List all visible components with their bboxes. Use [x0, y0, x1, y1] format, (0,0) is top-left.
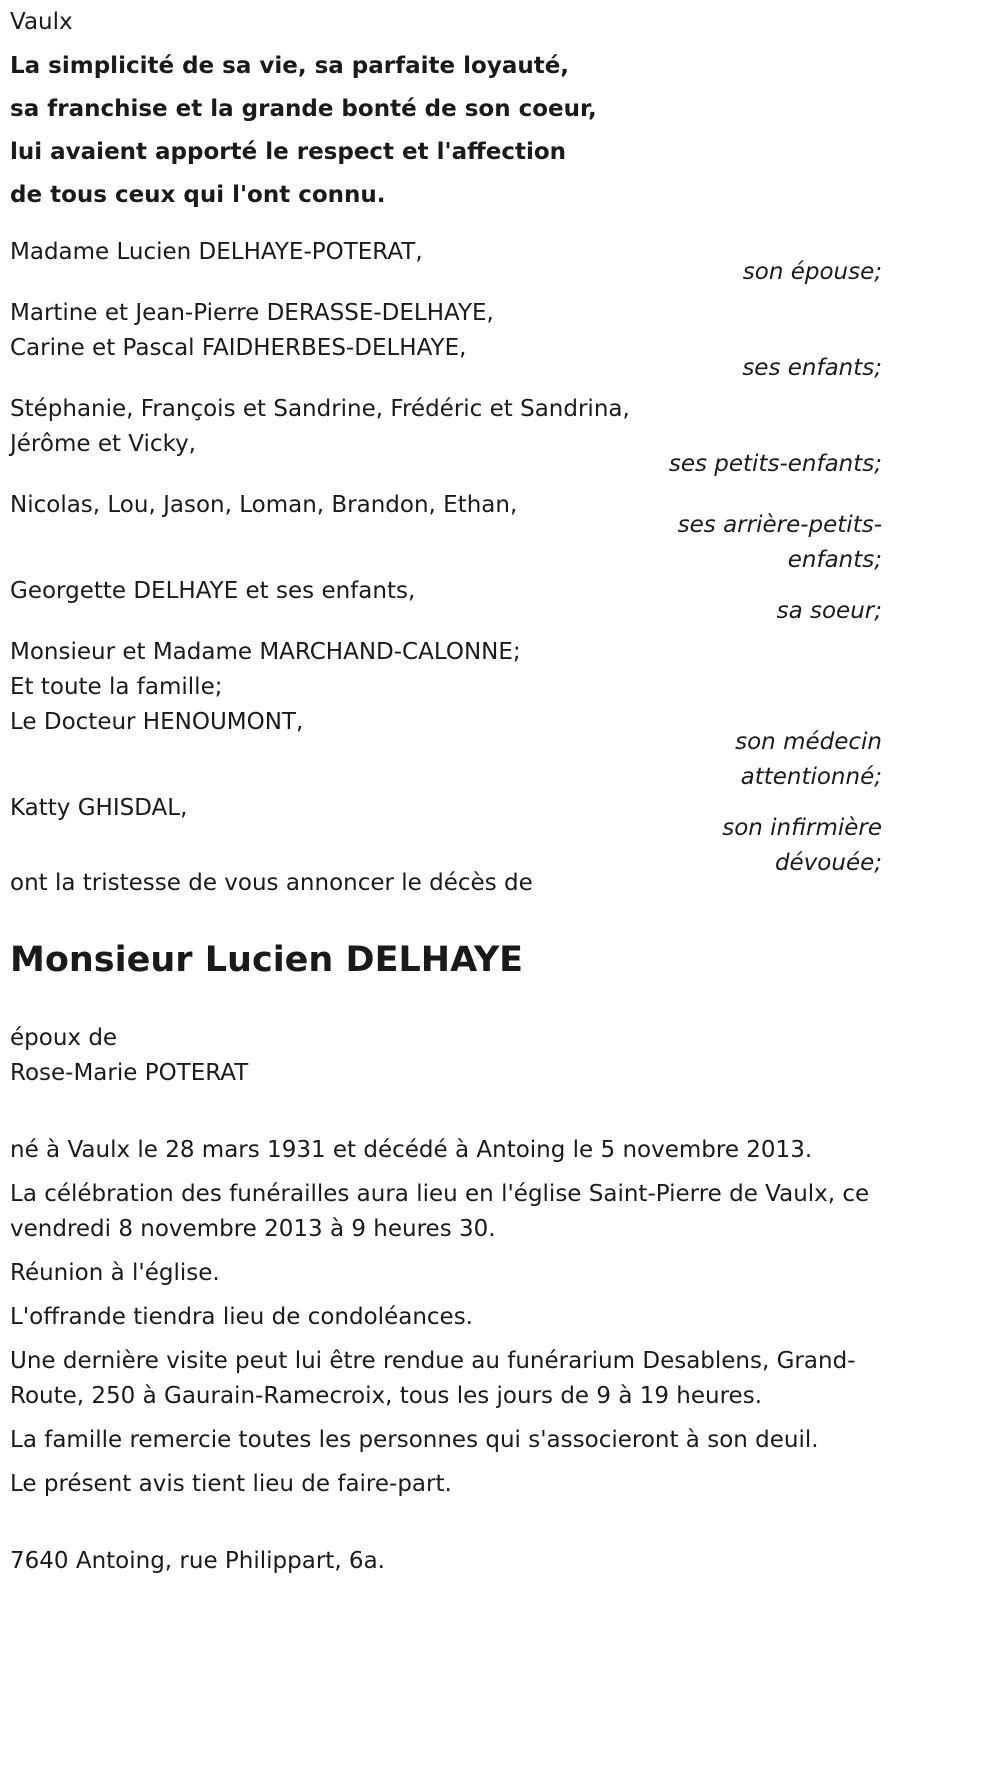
family-name: Georgette DELHAYE et ses enfants, [10, 578, 416, 604]
family-name: Le Docteur HENOUMONT, [10, 709, 304, 735]
spouse-block [10, 1021, 882, 1091]
info-paragraph: Le présent avis tient lieu de faire-part. [10, 1471, 452, 1497]
deceased-name: Monsieur Lucien DELHAYE [10, 940, 524, 980]
family-relation: dévouée; [774, 850, 882, 876]
family-relation-line: ses arrière-petits- [677, 512, 882, 538]
family-relation-line: attentionné; [740, 764, 882, 790]
family-name: Martine et Jean-Pierre DERASSE-DELHAYE, [10, 300, 494, 326]
family-relation: ses enfants; [742, 355, 882, 381]
quote-block [10, 45, 882, 217]
family-relation: son épouse; [742, 259, 882, 285]
quote-line: de tous ceux qui l'ont connu. [10, 182, 386, 208]
family-name: Madame Lucien DELHAYE-POTERAT, [10, 239, 423, 265]
family-list [10, 235, 882, 901]
family-entry-spouse [10, 235, 882, 290]
spouse-line: époux de [10, 1025, 118, 1051]
info-paragraph: La famille remercie toutes les personnes qui s'associeront à son deuil. [10, 1427, 819, 1453]
family-entry-sister [10, 574, 882, 629]
info-paragraph: La célébration des funérailles aura lieu en l'église Saint-Pierre de Vaulx, ce vendredi 8 novembre 2013 à 9 heures 30. [10, 1181, 870, 1242]
quote-line: La simplicité de sa vie, sa parfaite loyauté, [10, 53, 570, 79]
info-paragraph: Une dernière visite peut lui être rendue au funérarium Desablens, Grand-Route, 250 à Gaurain-Ramecroix, tous les jours de 9 à 19 heures. [10, 1348, 856, 1409]
family-relation: ses petits-enfants; [668, 451, 882, 477]
family-relation-line: enfants; [787, 547, 882, 573]
family-entry-great-grandchildren [10, 488, 882, 578]
family-name: Carine et Pascal FAIDHERBES-DELHAYE, [10, 335, 467, 361]
family-name: Et toute la famille; [10, 674, 223, 700]
announcement-text: ont la tristesse de vous annoncer le décès de [10, 870, 533, 896]
quote-line: sa franchise et la grande bonté de son coeur, [10, 96, 597, 122]
family-name: Nicolas, Lou, Jason, Loman, Brandon, Ethan, [10, 492, 518, 518]
address: 7640 Antoing, rue Philippart, 6a. [10, 1548, 385, 1574]
place-name: Vaulx [10, 9, 73, 35]
info-paragraph: né à Vaulx le 28 mars 1931 et décédé à Antoing le 5 novembre 2013. [10, 1137, 813, 1163]
funeral-info [10, 1133, 882, 1502]
family-relation [652, 508, 882, 578]
info-paragraph: L'offrande tiendra lieu de condoléances. [10, 1304, 473, 1330]
family-entry-others [10, 635, 882, 795]
family-name: Monsieur et Madame MARCHAND-CALONNE; [10, 639, 521, 665]
info-paragraph: Réunion à l'église. [10, 1260, 220, 1286]
announcement-line [10, 846, 882, 901]
family-relation [652, 725, 882, 795]
family-entry-children [10, 296, 882, 386]
family-entry-grandchildren [10, 392, 882, 482]
family-name: Katty GHISDAL, [10, 795, 188, 821]
family-name: Jérôme et Vicky, [10, 431, 196, 457]
obituary-notice [10, 0, 882, 1579]
spouse-line: Rose-Marie POTERAT [10, 1060, 249, 1086]
family-relation: sa soeur; [776, 598, 882, 624]
family-entry-nurse [10, 791, 882, 846]
family-relation-line: son médecin [735, 729, 882, 755]
family-name: Stéphanie, François et Sandrine, Frédéric et Sandrina, [10, 396, 630, 422]
quote-line: lui avaient apporté le respect et l'affection [10, 139, 567, 165]
family-relation: son infirmière [722, 815, 882, 841]
